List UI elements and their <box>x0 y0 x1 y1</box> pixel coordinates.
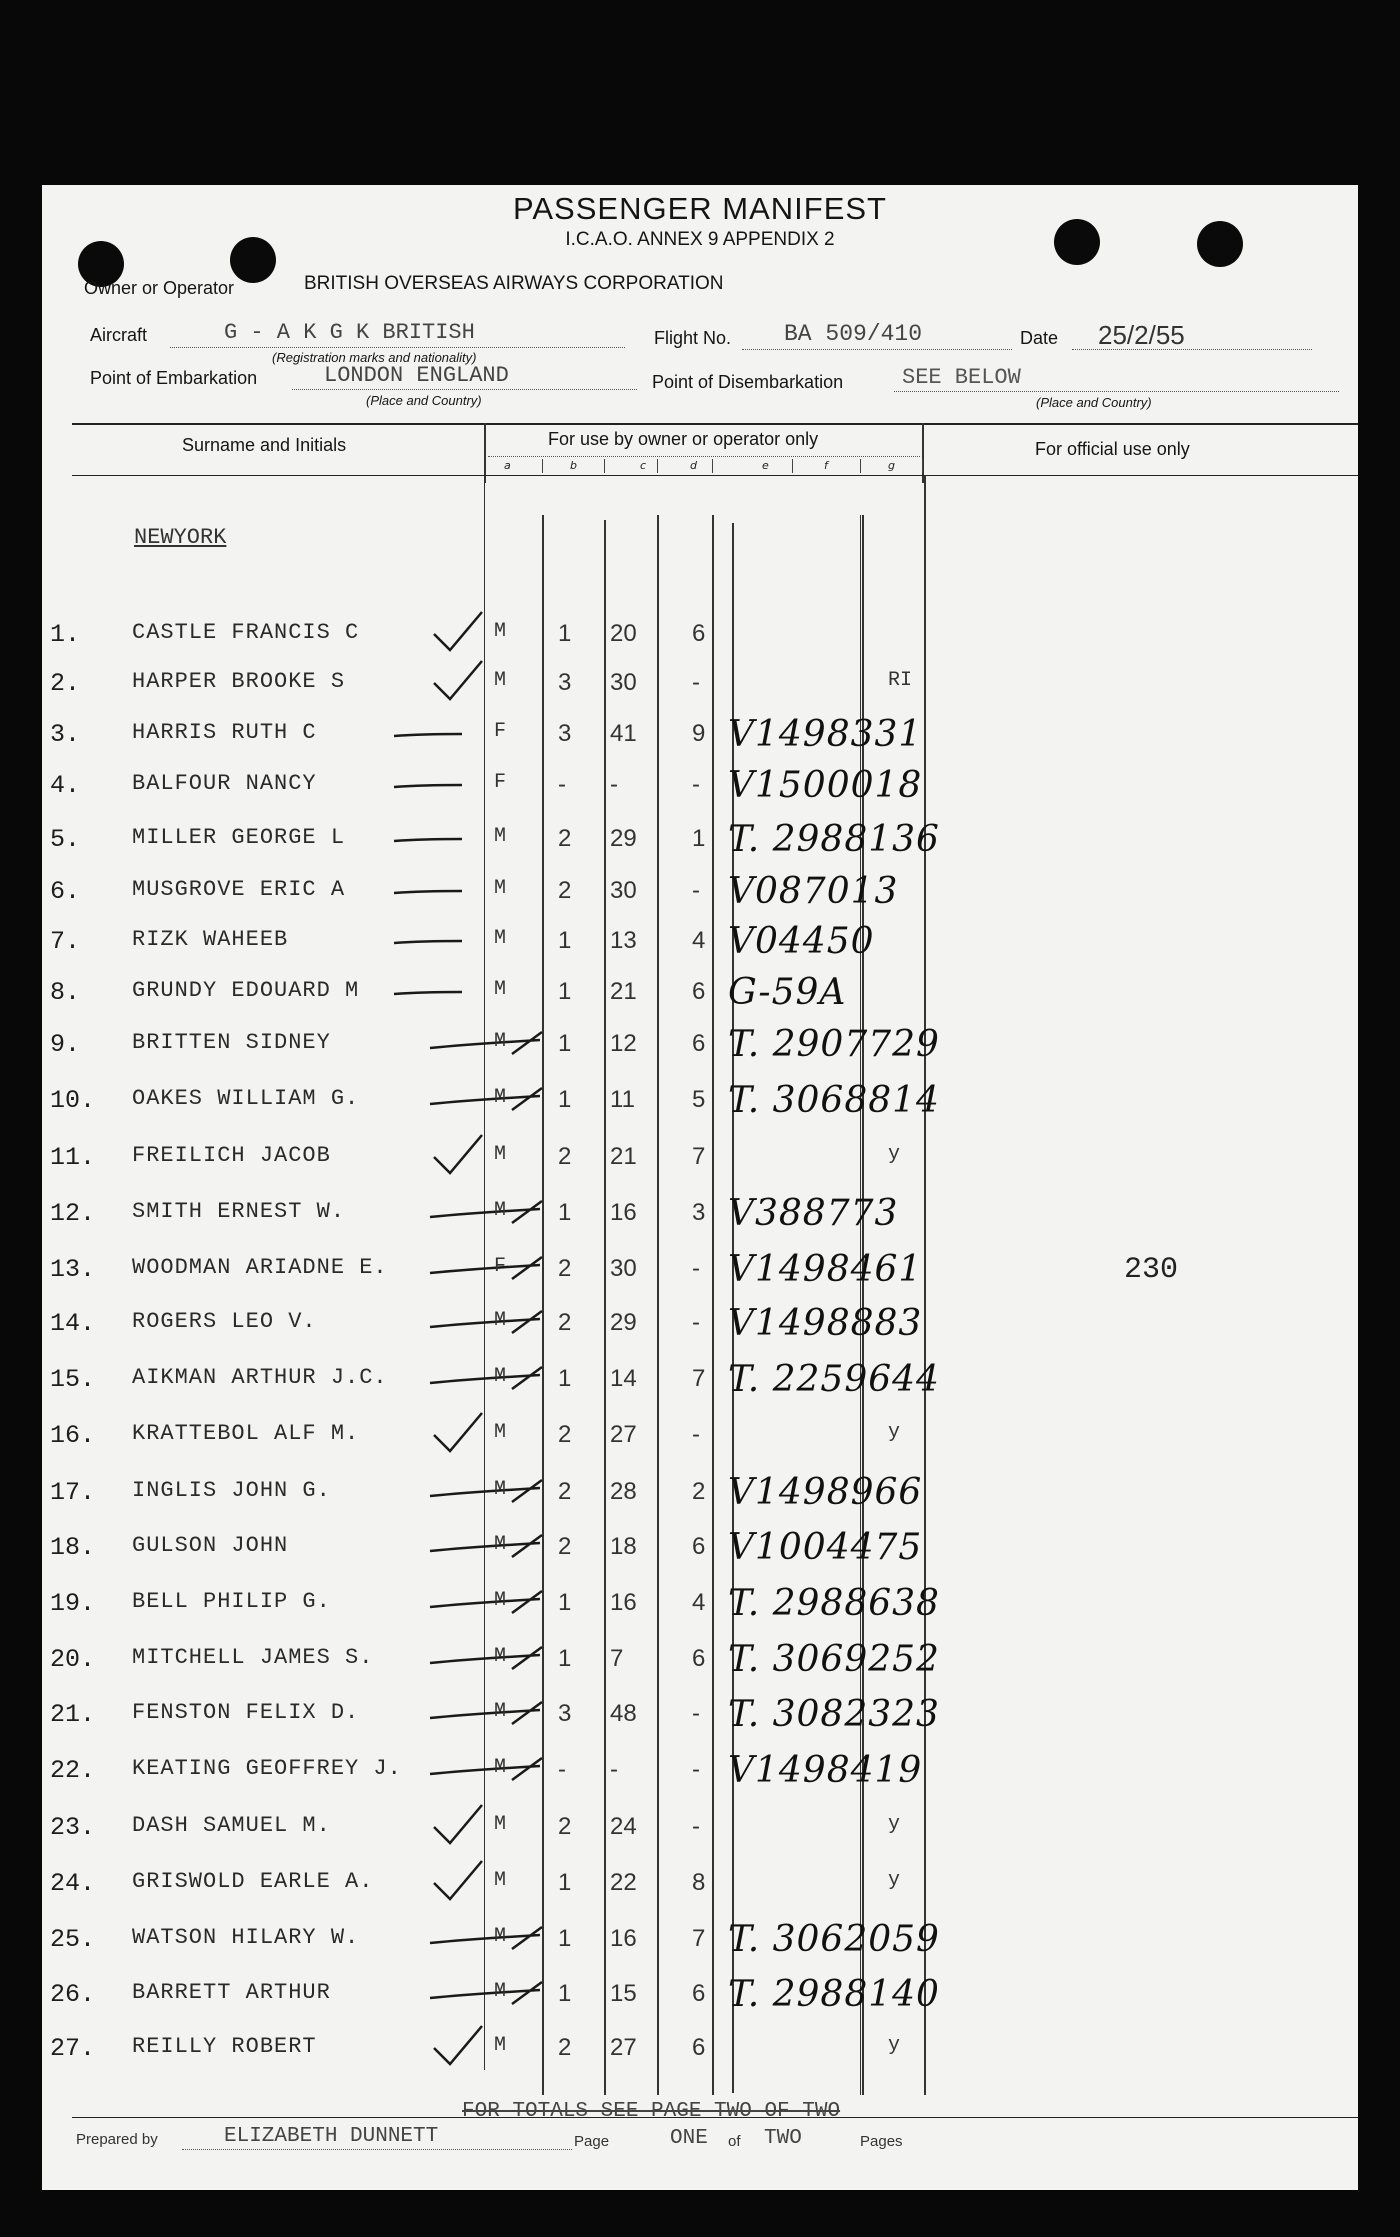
document-number: V1498419 <box>728 1750 923 1791</box>
table-row <box>42 1024 1358 1065</box>
sex-cell: M <box>494 1925 507 1948</box>
col-d-cell: - <box>692 1255 700 1282</box>
row-number: 9. <box>50 1030 81 1059</box>
passenger-name: KEATING GEOFFREY J. <box>132 1756 402 1781</box>
sex-cell: M <box>494 1365 507 1388</box>
col-b-cell: 1 <box>558 1980 572 2007</box>
col-b-cell: 2 <box>558 877 572 904</box>
table-row <box>42 871 1358 912</box>
passenger-name: BELL PHILIP G. <box>132 1589 331 1614</box>
sex-cell: M <box>494 620 507 643</box>
col-c-cell: 48 <box>610 1700 637 1727</box>
table-row <box>42 1193 1358 1234</box>
sub-column-label: e <box>762 459 769 472</box>
document-number: T. 2259644 <box>728 1359 940 1400</box>
col-c-cell: 14 <box>610 1365 637 1392</box>
table-row <box>42 714 1358 755</box>
document-number: V388773 <box>728 1193 899 1234</box>
embark-note: (Place and Country) <box>366 393 482 408</box>
document-number: V1498883 <box>728 1303 923 1344</box>
row-number: 4. <box>50 771 81 800</box>
col-operator-header: For use by owner or operator only <box>548 429 819 449</box>
document-number: T. 2988136 <box>728 819 940 860</box>
pages-total: TWO <box>764 2127 802 2150</box>
col-c-cell: 24 <box>610 1813 637 1840</box>
passenger-name: FREILICH JACOB <box>132 1143 331 1168</box>
disembark-label: Point of Disembarkation <box>652 372 844 392</box>
col-b-cell: - <box>558 771 566 798</box>
passenger-name: BALFOUR NANCY <box>132 771 317 796</box>
of-label: of <box>728 2133 741 2150</box>
row-number: 1. <box>50 620 81 649</box>
table-row <box>42 1080 1358 1121</box>
passenger-name: GULSON JOHN <box>132 1533 289 1558</box>
sex-cell: M <box>494 1143 507 1166</box>
sex-cell: M <box>494 1645 507 1668</box>
sub-column-label: g <box>888 459 895 472</box>
embark-label: Point of Embarkation <box>90 368 258 388</box>
pages-label: Pages <box>860 2133 903 2150</box>
col-b-cell: 1 <box>558 1925 572 1952</box>
col-b-cell: 1 <box>558 1869 572 1896</box>
row-number: 26. <box>50 1980 96 2009</box>
col-c-cell: 11 <box>610 1086 635 1113</box>
table-row <box>42 765 1358 806</box>
embark-value: LONDON ENGLAND <box>324 363 509 388</box>
sex-cell: M <box>494 2034 507 2057</box>
owner-label: Owner or Operator <box>84 278 235 298</box>
sub-column-label: a <box>504 459 511 472</box>
sex-cell: M <box>494 1869 507 1892</box>
manifest-page <box>42 185 1358 2190</box>
col-b-cell: 1 <box>558 1589 572 1616</box>
col-c-cell: 27 <box>610 1421 637 1448</box>
table-row <box>42 1527 1358 1568</box>
passenger-name: WATSON HILARY W. <box>132 1925 360 1950</box>
passenger-name: GRUNDY EDOUARD M <box>132 978 360 1003</box>
sex-cell: M <box>494 1980 507 2003</box>
col-d-cell: 6 <box>692 1030 706 1057</box>
col-b-cell: 2 <box>558 1421 572 1448</box>
prepared-value: ELIZABETH DUNNETT <box>224 2125 439 2148</box>
col-d-cell: 6 <box>692 2034 706 2061</box>
row-number: 20. <box>50 1645 96 1674</box>
row-number: 8. <box>50 978 81 1007</box>
sex-cell: M <box>494 1086 507 1109</box>
col-b-cell: 1 <box>558 927 572 954</box>
sex-cell: F <box>494 1255 507 1278</box>
document-number: G-59A <box>728 972 847 1013</box>
passenger-name: AIKMAN ARTHUR J.C. <box>132 1365 388 1390</box>
row-number: 19. <box>50 1589 96 1618</box>
sub-column-label: b <box>570 459 577 472</box>
table-row <box>42 1694 1358 1735</box>
sex-cell: M <box>494 1813 507 1836</box>
col-d-cell: 6 <box>692 1533 706 1560</box>
col-d-cell: - <box>692 1700 700 1727</box>
row-number: 24. <box>50 1869 96 1898</box>
page-number: ONE <box>670 2127 708 2150</box>
tick-mark <box>42 1517 562 1577</box>
passenger-name: ROGERS LEO V. <box>132 1309 317 1334</box>
col-c-cell: 28 <box>610 1478 637 1505</box>
prepared-label: Prepared by <box>76 2131 158 2148</box>
document-number: T. 2988638 <box>728 1583 940 1624</box>
col-b-cell: 2 <box>558 825 572 852</box>
col-c-cell: 16 <box>610 1589 637 1616</box>
document-number: V1498331 <box>728 714 923 755</box>
col-d-cell: 8 <box>692 1869 706 1896</box>
sex-cell: M <box>494 1533 507 1556</box>
table-row <box>42 1919 1358 1960</box>
sex-cell: M <box>494 1199 507 1222</box>
col-c-cell: 12 <box>610 1030 637 1057</box>
passenger-name: MUSGROVE ERIC A <box>132 877 346 902</box>
col-g-cell: y <box>888 1869 901 1892</box>
table-row <box>42 972 1358 1013</box>
sex-cell: F <box>494 720 507 743</box>
col-c-cell: - <box>610 1756 618 1783</box>
table-row <box>42 669 1358 699</box>
col-d-cell: 1 <box>692 825 706 852</box>
row-number: 18. <box>50 1533 96 1562</box>
row-number: 12. <box>50 1199 96 1228</box>
sex-cell: M <box>494 1309 507 1332</box>
col-b-cell: 3 <box>558 669 572 696</box>
col-d-cell: 4 <box>692 1589 706 1616</box>
col-c-cell: 30 <box>610 877 637 904</box>
document-number: T. 2907729 <box>728 1024 940 1065</box>
col-b-cell: 1 <box>558 1645 572 1672</box>
row-number: 22. <box>50 1756 96 1785</box>
table-row <box>42 1869 1358 1899</box>
row-number: 27. <box>50 2034 96 2063</box>
col-c-cell: 27 <box>610 2034 637 2061</box>
col-c-cell: 22 <box>610 1869 637 1896</box>
col-d-cell: 5 <box>692 1086 706 1113</box>
col-c-cell: 7 <box>610 1645 624 1672</box>
col-c-cell: 30 <box>610 669 637 696</box>
sex-cell: M <box>494 1589 507 1612</box>
sex-cell: M <box>494 877 507 900</box>
table-row <box>42 1421 1358 1451</box>
page-label: Page <box>574 2133 610 2150</box>
document-number: T. 3082323 <box>728 1694 940 1735</box>
col-d-cell: 4 <box>692 927 706 954</box>
passenger-name: WOODMAN ARIADNE E. <box>132 1255 388 1280</box>
col-b-cell: 2 <box>558 1478 572 1505</box>
passenger-name: BARRETT ARTHUR <box>132 1980 331 2005</box>
sub-column-label: c <box>640 459 647 472</box>
official-note: 230 <box>1124 1253 1179 1287</box>
date-label: Date <box>1020 328 1059 348</box>
row-number: 21. <box>50 1700 96 1729</box>
flight-value: BA 509/410 <box>784 321 923 347</box>
col-d-cell: 3 <box>692 1199 706 1226</box>
sex-cell: M <box>494 1756 507 1779</box>
table-row <box>42 1639 1358 1680</box>
col-d-cell: 7 <box>692 1143 706 1170</box>
col-c-cell: 21 <box>610 1143 637 1170</box>
col-b-cell: - <box>558 1756 566 1783</box>
date-value: 25/2/55 <box>1098 320 1185 350</box>
sex-cell: M <box>494 825 507 848</box>
passenger-name: HARRIS RUTH C <box>132 720 317 745</box>
col-b-cell: 2 <box>558 1143 572 1170</box>
col-d-cell: 7 <box>692 1365 706 1392</box>
aircraft-label: Aircraft <box>90 325 148 345</box>
col-d-cell: - <box>692 771 700 798</box>
section-heading: NEWYORK <box>134 525 227 550</box>
table-row <box>42 1974 1358 2015</box>
col-b-cell: 2 <box>558 1309 572 1336</box>
disembark-value: SEE BELOW <box>902 365 1021 390</box>
sex-cell: M <box>494 1700 507 1723</box>
col-d-cell: 6 <box>692 620 706 647</box>
col-b-cell: 2 <box>558 1255 572 1282</box>
passenger-name: REILLY ROBERT <box>132 2034 317 2059</box>
page-title: PASSENGER MANIFEST <box>513 191 887 226</box>
table-row <box>42 1359 1358 1400</box>
document-number: V1498966 <box>728 1472 923 1513</box>
col-c-cell: 29 <box>610 1309 637 1336</box>
passenger-name: GRISWOLD EARLE A. <box>132 1869 374 1894</box>
document-number: T. 3062059 <box>728 1919 940 1960</box>
col-c-cell: 16 <box>610 1199 637 1226</box>
col-c-cell: - <box>610 771 618 798</box>
col-b-cell: 2 <box>558 1533 572 1560</box>
row-number: 15. <box>50 1365 96 1394</box>
col-c-cell: 30 <box>610 1255 637 1282</box>
passenger-name: RIZK WAHEEB <box>132 927 289 952</box>
table-row <box>42 921 1358 962</box>
col-b-cell: 1 <box>558 620 572 647</box>
passenger-name: BRITTEN SIDNEY <box>132 1030 331 1055</box>
col-c-cell: 13 <box>610 927 637 954</box>
col-d-cell: 2 <box>692 1478 706 1505</box>
passenger-name: CASTLE FRANCIS C <box>132 620 360 645</box>
passenger-name: OAKES WILLIAM G. <box>132 1086 360 1111</box>
col-c-cell: 21 <box>610 978 637 1005</box>
sex-cell: M <box>494 1030 507 1053</box>
row-number: 10. <box>50 1086 96 1115</box>
col-d-cell: 6 <box>692 1645 706 1672</box>
row-number: 5. <box>50 825 81 854</box>
col-d-cell: - <box>692 1421 700 1448</box>
document-number: V04450 <box>728 921 875 962</box>
sex-cell: F <box>494 771 507 794</box>
passenger-name: MITCHELL JAMES S. <box>132 1645 374 1670</box>
passenger-name: SMITH ERNEST W. <box>132 1199 346 1224</box>
col-name-header: Surname and Initials <box>182 435 347 455</box>
owner-value: BRITISH OVERSEAS AIRWAYS CORPORATION <box>304 273 724 294</box>
table-row <box>42 1813 1358 1843</box>
row-number: 6. <box>50 877 81 906</box>
passenger-name: MILLER GEORGE L <box>132 825 346 850</box>
row-number: 16. <box>50 1421 96 1450</box>
table-row <box>42 2034 1358 2064</box>
table-row <box>42 1143 1358 1173</box>
col-d-cell: 9 <box>692 720 706 747</box>
flight-label: Flight No. <box>654 328 732 348</box>
col-official-header: For official use only <box>1035 439 1190 459</box>
sex-cell: M <box>494 669 507 692</box>
sex-cell: M <box>494 978 507 1001</box>
row-number: 17. <box>50 1478 96 1507</box>
passenger-name: KRATTEBOL ALF M. <box>132 1421 360 1446</box>
col-c-cell: 29 <box>610 825 637 852</box>
col-g-cell: y <box>888 1143 901 1166</box>
col-d-cell: - <box>692 1756 700 1783</box>
passenger-name: DASH SAMUEL M. <box>132 1813 331 1838</box>
row-number: 23. <box>50 1813 96 1842</box>
row-number: 7. <box>50 927 81 956</box>
col-b-cell: 2 <box>558 2034 572 2061</box>
table-row <box>42 1583 1358 1624</box>
col-c-cell: 16 <box>610 1925 637 1952</box>
table-row <box>42 1472 1358 1513</box>
col-c-cell: 41 <box>610 720 637 747</box>
row-number: 3. <box>50 720 81 749</box>
col-g-cell: y <box>888 1421 901 1444</box>
col-b-cell: 1 <box>558 1030 572 1057</box>
col-d-cell: - <box>692 1813 700 1840</box>
totals-note: FOR TOTALS SEE PAGE TWO OF TWO <box>462 2100 841 2123</box>
row-number: 25. <box>50 1925 96 1954</box>
sex-cell: M <box>494 1478 507 1501</box>
col-b-cell: 3 <box>558 720 572 747</box>
col-b-cell: 3 <box>558 1700 572 1727</box>
col-d-cell: 7 <box>692 1925 706 1952</box>
table-row <box>42 1303 1358 1344</box>
aircraft-value: G - A K G K BRITISH <box>224 320 475 345</box>
col-c-cell: 18 <box>610 1533 637 1560</box>
document-number: T. 3068814 <box>728 1080 940 1121</box>
document-number: V1500018 <box>728 765 923 806</box>
document-number: V087013 <box>728 871 899 912</box>
document-number: T. 3069252 <box>728 1639 940 1680</box>
row-number: 11. <box>50 1143 96 1172</box>
table-row <box>42 1750 1358 1791</box>
col-g-cell: y <box>888 1813 901 1836</box>
row-number: 13. <box>50 1255 96 1284</box>
col-c-cell: 15 <box>610 1980 637 2007</box>
col-b-cell: 2 <box>558 1813 572 1840</box>
row-number: 14. <box>50 1309 96 1338</box>
disembark-note: (Place and Country) <box>1036 395 1152 410</box>
page-subtitle: I.C.A.O. ANNEX 9 APPENDIX 2 <box>565 229 835 250</box>
table-row <box>42 620 1358 650</box>
table-row <box>42 1249 1358 1290</box>
row-number: 2. <box>50 669 81 698</box>
document-number: V1004475 <box>728 1527 923 1568</box>
col-b-cell: 1 <box>558 1365 572 1392</box>
aircraft-note: (Registration marks and nationality) <box>272 350 477 365</box>
col-c-cell: 20 <box>610 620 637 647</box>
sub-column-label: d <box>690 459 697 472</box>
table-row <box>42 819 1358 860</box>
sex-cell: M <box>494 1421 507 1444</box>
col-b-cell: 1 <box>558 1199 572 1226</box>
col-d-cell: - <box>692 1309 700 1336</box>
col-d-cell: 6 <box>692 1980 706 2007</box>
document-number: V1498461 <box>728 1249 923 1290</box>
col-b-cell: 1 <box>558 1086 572 1113</box>
document-number: T. 2988140 <box>728 1974 940 2015</box>
passenger-name: HARPER BROOKE S <box>132 669 346 694</box>
col-d-cell: 6 <box>692 978 706 1005</box>
col-g-cell: y <box>888 2034 901 2057</box>
passenger-name: FENSTON FELIX D. <box>132 1700 360 1725</box>
col-b-cell: 1 <box>558 978 572 1005</box>
sub-column-label: f <box>824 459 828 472</box>
col-d-cell: - <box>692 877 700 904</box>
sex-cell: M <box>494 927 507 950</box>
col-g-cell: RI <box>888 669 913 692</box>
passenger-name: INGLIS JOHN G. <box>132 1478 331 1503</box>
col-d-cell: - <box>692 669 700 696</box>
